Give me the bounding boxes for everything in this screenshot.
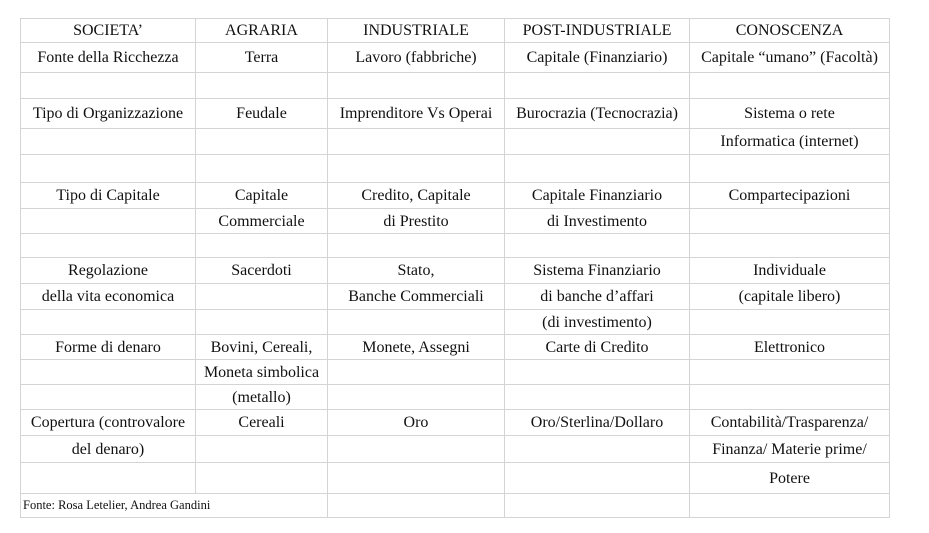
table-cell xyxy=(328,129,505,155)
table-cell xyxy=(690,155,890,183)
table-cell xyxy=(196,463,328,494)
empty-cell xyxy=(690,494,890,518)
table-cell xyxy=(21,129,196,155)
table-cell: Capitale “umano” (Facoltà) xyxy=(690,43,890,73)
table-cell: Regolazione xyxy=(21,258,196,284)
table-cell xyxy=(690,385,890,410)
table-row xyxy=(21,209,890,234)
table-cell: Monete, Assegni xyxy=(328,335,505,360)
table-cell xyxy=(505,360,690,385)
table-cell: Compartecipazioni xyxy=(690,183,890,209)
table-cell xyxy=(196,129,328,155)
table-cell xyxy=(196,284,328,310)
table-cell xyxy=(690,234,890,258)
table-cell: Feudale xyxy=(196,99,328,129)
table-cell xyxy=(505,155,690,183)
table-cell: Terra xyxy=(196,43,328,73)
header-row xyxy=(21,19,890,43)
table-row xyxy=(21,284,890,310)
table-cell: Stato, xyxy=(328,258,505,284)
table-cell xyxy=(328,234,505,258)
table-cell xyxy=(690,310,890,335)
table-cell: Sistema Finanziario xyxy=(505,258,690,284)
table-cell: Capitale xyxy=(196,183,328,209)
column-header: AGRARIA xyxy=(196,19,328,43)
table-cell xyxy=(505,234,690,258)
table-cell: Capitale Finanziario xyxy=(505,183,690,209)
table-cell xyxy=(328,385,505,410)
table-cell: Fonte della Ricchezza xyxy=(21,43,196,73)
table-cell: Forme di denaro xyxy=(21,335,196,360)
table-cell: Bovini, Cereali, xyxy=(196,335,328,360)
table-cell: Informatica (internet) xyxy=(690,129,890,155)
table-cell: Individuale xyxy=(690,258,890,284)
table-row xyxy=(21,436,890,463)
table-row xyxy=(21,310,890,335)
source-row xyxy=(21,494,890,518)
table-cell: Credito, Capitale xyxy=(328,183,505,209)
source-note: Fonte: Rosa Letelier, Andrea Gandini xyxy=(21,494,328,518)
table-cell xyxy=(328,310,505,335)
table-row xyxy=(21,335,890,360)
table-cell: Burocrazia (Tecnocrazia) xyxy=(505,99,690,129)
table-cell: (di investimento) xyxy=(505,310,690,335)
table-cell: Sacerdoti xyxy=(196,258,328,284)
empty-cell xyxy=(505,494,690,518)
table-cell xyxy=(21,463,196,494)
table-row xyxy=(21,385,890,410)
table-row xyxy=(21,43,890,73)
table-row xyxy=(21,183,890,209)
table-cell xyxy=(505,436,690,463)
table-cell xyxy=(21,310,196,335)
table-cell xyxy=(196,234,328,258)
table-cell xyxy=(690,209,890,234)
table-row xyxy=(21,99,890,129)
table-row xyxy=(21,73,890,99)
table-cell xyxy=(505,129,690,155)
table-cell: Oro/Sterlina/Dollaro xyxy=(505,410,690,436)
comparison-table xyxy=(20,18,890,518)
table-cell: di Investimento xyxy=(505,209,690,234)
table-cell xyxy=(328,463,505,494)
table-row xyxy=(21,129,890,155)
table-cell: di Prestito xyxy=(328,209,505,234)
table-cell xyxy=(505,463,690,494)
table-cell: Carte di Credito xyxy=(505,335,690,360)
table-cell xyxy=(21,155,196,183)
table-cell xyxy=(690,73,890,99)
table-cell: Contabilità/Trasparenza/ xyxy=(690,410,890,436)
table-row xyxy=(21,360,890,385)
table-row xyxy=(21,463,890,494)
column-header: CONOSCENZA xyxy=(690,19,890,43)
table-cell: di banche d’affari xyxy=(505,284,690,310)
column-header: POST-INDUSTRIALE xyxy=(505,19,690,43)
table-cell: Lavoro (fabbriche) xyxy=(328,43,505,73)
column-header: INDUSTRIALE xyxy=(328,19,505,43)
table-row xyxy=(21,155,890,183)
table-cell xyxy=(505,73,690,99)
table-cell xyxy=(196,310,328,335)
table-cell xyxy=(690,360,890,385)
table-cell xyxy=(21,234,196,258)
table-cell: Oro xyxy=(328,410,505,436)
table-cell: Moneta simbolica xyxy=(196,360,328,385)
table-cell: (metallo) xyxy=(196,385,328,410)
table-cell: Elettronico xyxy=(690,335,890,360)
table-cell xyxy=(505,385,690,410)
table-cell xyxy=(196,155,328,183)
table-cell: Imprenditore Vs Operai xyxy=(328,99,505,129)
table-row xyxy=(21,258,890,284)
table-cell: Capitale (Finanziario) xyxy=(505,43,690,73)
table-cell xyxy=(21,385,196,410)
table-cell: Sistema o rete xyxy=(690,99,890,129)
table-cell: del denaro) xyxy=(21,436,196,463)
table-cell xyxy=(328,436,505,463)
column-header: SOCIETA’ xyxy=(21,19,196,43)
table-row xyxy=(21,234,890,258)
table-cell: Banche Commerciali xyxy=(328,284,505,310)
table-cell xyxy=(328,73,505,99)
table-cell xyxy=(328,360,505,385)
table-cell xyxy=(21,360,196,385)
table-cell: Finanza/ Materie prime/ xyxy=(690,436,890,463)
table-cell xyxy=(328,155,505,183)
table-cell: Tipo di Organizzazione xyxy=(21,99,196,129)
table-cell: Copertura (controvalore xyxy=(21,410,196,436)
empty-cell xyxy=(328,494,505,518)
table-cell: Potere xyxy=(690,463,890,494)
table-cell: della vita economica xyxy=(21,284,196,310)
table-cell xyxy=(196,73,328,99)
table-cell xyxy=(21,209,196,234)
table-body xyxy=(21,19,890,518)
table-cell xyxy=(21,73,196,99)
table-cell: (capitale libero) xyxy=(690,284,890,310)
table-row xyxy=(21,410,890,436)
table-cell: Cereali xyxy=(196,410,328,436)
table-cell xyxy=(196,436,328,463)
table-cell: Commerciale xyxy=(196,209,328,234)
table-cell: Tipo di Capitale xyxy=(21,183,196,209)
